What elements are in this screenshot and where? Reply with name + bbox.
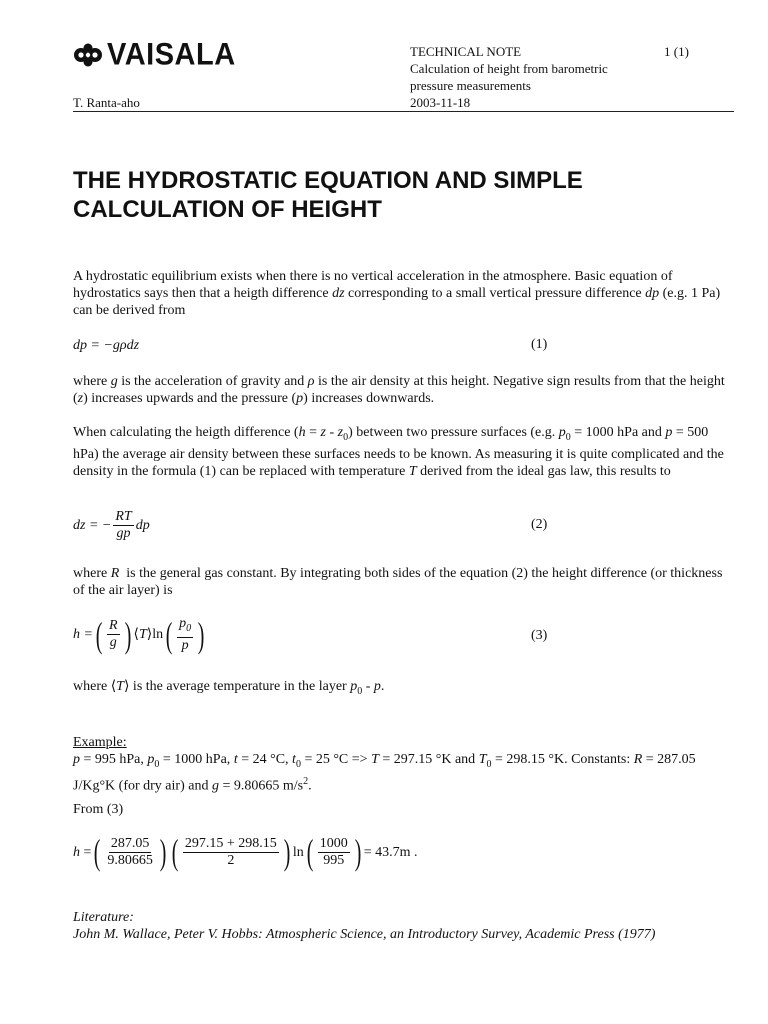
- literature-reference: John M. Wallace, Peter V. Hobbs: Atmospheric Science, an Introductory Survey, Academic Press (1977): [73, 927, 656, 942]
- author: T. Ranta-aho: [73, 95, 140, 110]
- example-den-2: 2: [227, 852, 235, 868]
- document-title: [73, 166, 713, 224]
- paragraph-intro: A hydrostatic equilibrium exists when there is no vertical acceleration in the atmosphere. Basic equation of hydrostatics says then that a heigth difference dz corresponding to a small vertical pressure difference dp (e.g. 1 Pa) can be derived from: [73, 269, 721, 318]
- subject-line-1: Calculation of height from barometric: [410, 61, 608, 76]
- equation-1-number: (1): [531, 337, 548, 352]
- example-num-1: 287.05: [110, 835, 150, 851]
- example-calculation: h = ( $\frac{287.05}{9.80665}$ ) ( $\frac{297.15 + 298.15}{2}$ ) ln ( $\frac{1000}{995}$ ) = 43.7m .: [73, 832, 418, 872]
- title-line-1: THE HYDROSTATIC EQUATION AND SIMPLE: [73, 167, 583, 194]
- vaisala-mark-icon: [73, 42, 103, 68]
- equation-3: h = ( $\frac{R}{g}$ ) ⟨ T ⟩ ln ( $\frac{p_0}{p}$ ): [73, 614, 205, 655]
- example-result: = 43.7m .: [363, 844, 418, 860]
- paragraph-height-difference: When calculating the heigth difference $(h = z - z_0)$ between two pressure surfaces (e.g. $p_0 = 1000$ hPa and p = 500 hPa) the average air density between these surfaces needs to be known. As measuring it is quite complicated and the density in the formula (1) can be replaced with temperature T derived from the ideal gas law, this results to: [73, 425, 724, 479]
- equation-2: dz = − $\frac{RT}{gp}$ dp: [73, 509, 150, 541]
- equation-3-number: (3): [531, 628, 548, 643]
- page-number: 1 (1): [664, 44, 689, 59]
- brand-name: VAISALA: [107, 37, 236, 73]
- literature-heading: Literature:: [73, 910, 134, 925]
- example-from-label: From (3): [73, 802, 124, 817]
- paragraph-average-temperature: where ⟨T⟩ is the average temperature in the layer $p_0$ - p.: [73, 679, 385, 697]
- note-type: TECHNICAL NOTE: [410, 44, 522, 59]
- subject-line-2: pressure measurements: [410, 78, 531, 93]
- date: 2003-11-18: [410, 95, 471, 110]
- equation-2-number: (2): [531, 517, 548, 532]
- example-den-3: 995: [323, 852, 345, 868]
- header-divider: [73, 111, 734, 112]
- equation-1: dp = −gρdz: [73, 338, 140, 353]
- title-line-2: CALCULATION OF HEIGHT: [73, 196, 382, 223]
- example-num-3: 1000: [319, 835, 348, 851]
- vaisala-logo: [73, 37, 236, 73]
- example-den-1: 9.80665: [107, 852, 153, 868]
- example-num-2: 297.15 + 298.15: [184, 835, 277, 851]
- paragraph-gravity: where g is the acceleration of gravity and ρ is the air density at this height. Negative sign results from that the height (z) increases upwards and the pressure (p) increases downwards.: [73, 374, 725, 406]
- example-heading: Example:: [73, 735, 127, 750]
- example-values: p = 995 hPa, $p_0 = 1000$ hPa, t = 24 °C, $t_0 = 25$ °C => T = 297.15 °K and $T_0 = 298.15$ °K. Constants: R = 287.05 J/Kg°K (for dry air) and g = 9.80665 $m/s^2$.: [73, 752, 696, 794]
- paragraph-integration: where R is the general gas constant. By integrating both sides of the equation (2) the height difference (or thickness of the air layer) is: [73, 566, 723, 598]
